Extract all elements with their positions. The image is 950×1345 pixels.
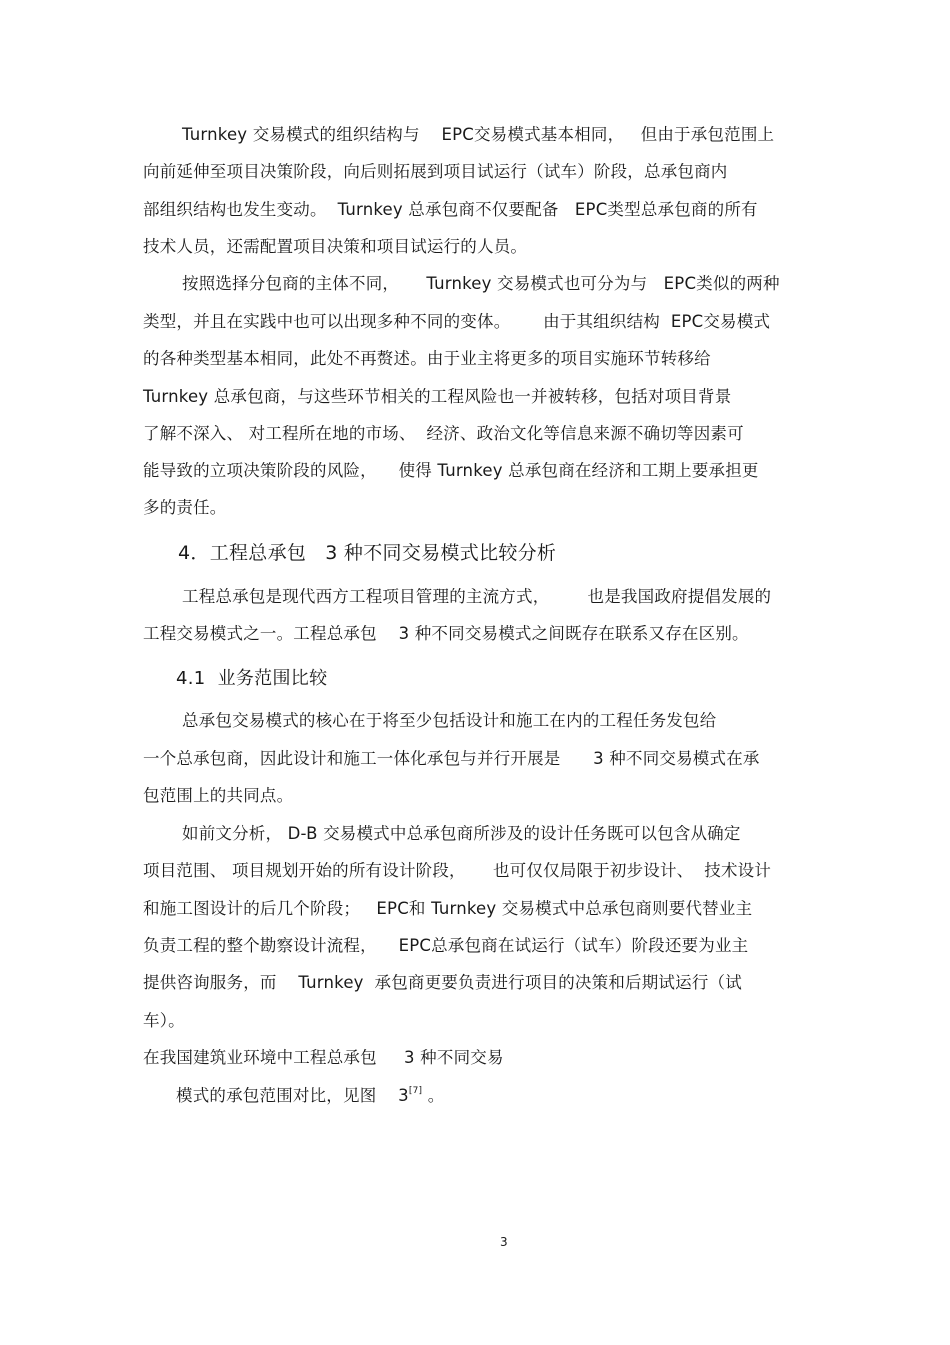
figure-reference-text: 模式的承包范围对比，见图 3 [176, 1086, 409, 1105]
text-line: 部组织结构也发生变动。 Turnkey 总承包商不仅要配备 EPC类型总承包商的所有 [143, 200, 758, 219]
text-line: Turnkey 总承包商，与这些环节相关的工程风险也一并被转移，包括对项目背景 [143, 387, 732, 406]
text-line: 和施工图设计的后几个阶段； EPC和 Turnkey 交易模式中总承包商则要代替业主 [143, 899, 753, 918]
text-line: 技术人员，还需配置项目决策和项目试运行的人员。 [143, 237, 528, 256]
text-line: 负责工程的整个勘察设计流程， EPC总承包商在试运行（试车）阶段还要为业主 [143, 936, 749, 955]
figure-reference-tail: 。 [422, 1086, 445, 1105]
section-heading: 4．工程总承包 3 种不同交易模式比较分析 [178, 542, 557, 564]
text-line: 按照选择分包商的主体不同， Turnkey 交易模式也可分为与 EPC类似的两种 [182, 274, 780, 293]
text-line: 一个总承包商，因此设计和施工一体化承包与并行开展是 3 种不同交易模式在承 [143, 749, 760, 768]
text-line: 提供咨询服务，而 Turnkey 承包商更要负责进行项目的决策和后期试运行（试 [143, 973, 742, 992]
citation-superscript[interactable]: [7] [408, 1086, 423, 1096]
text-line: 向前延伸至项目决策阶段，向后则拓展到项目试运行（试车）阶段，总承包商内 [143, 162, 728, 181]
text-line: 能导致的立项决策阶段的风险， 使得 Turnkey 总承包商在经济和工期上要承担更 [143, 461, 759, 480]
text-line: 工程总承包是现代西方工程项目管理的主流方式， 也是我国政府提倡发展的 [182, 587, 772, 606]
text-line: 包范围上的共同点。 [143, 786, 294, 805]
text-line: 了解不深入、 对工程所在地的市场、 经济、政治文化等信息来源不确切等因素可 [143, 424, 744, 443]
text-line: 在我国建筑业环境中工程总承包 3 种不同交易 [143, 1048, 504, 1067]
text-line: Turnkey 交易模式的组织结构与 EPC交易模式基本相同， 但由于承包范围上 [182, 125, 775, 144]
text-line: 类型，并且在实践中也可以出现多种不同的变体。 由于其组织结构 EPC交易模式 [143, 312, 771, 331]
text-line: 如前文分析， D-B 交易模式中总承包商所涉及的设计任务既可以包含从确定 [182, 824, 741, 843]
page-number: 3 [500, 1235, 508, 1249]
text-line: 工程交易模式之一。工程总承包 3 种不同交易模式之间既存在联系又存在区别。 [143, 624, 749, 643]
text-line: 多的责任。 [143, 498, 227, 517]
text-line: 的各种类型基本相同，此处不再赘述。由于业主将更多的项目实施环节转移给 [143, 349, 711, 368]
text-line: 车）。 [143, 1011, 185, 1030]
text-line: 总承包交易模式的核心在于将至少包括设计和施工在内的工程任务发包给 [182, 711, 717, 730]
figure-reference-line [176, 1085, 444, 1107]
text-line: 项目范围、 项目规划开始的所有设计阶段， 也可仅仅局限于初步设计、 技术设计 [143, 861, 772, 880]
subsection-heading: 4.1 业务范围比较 [176, 668, 328, 689]
